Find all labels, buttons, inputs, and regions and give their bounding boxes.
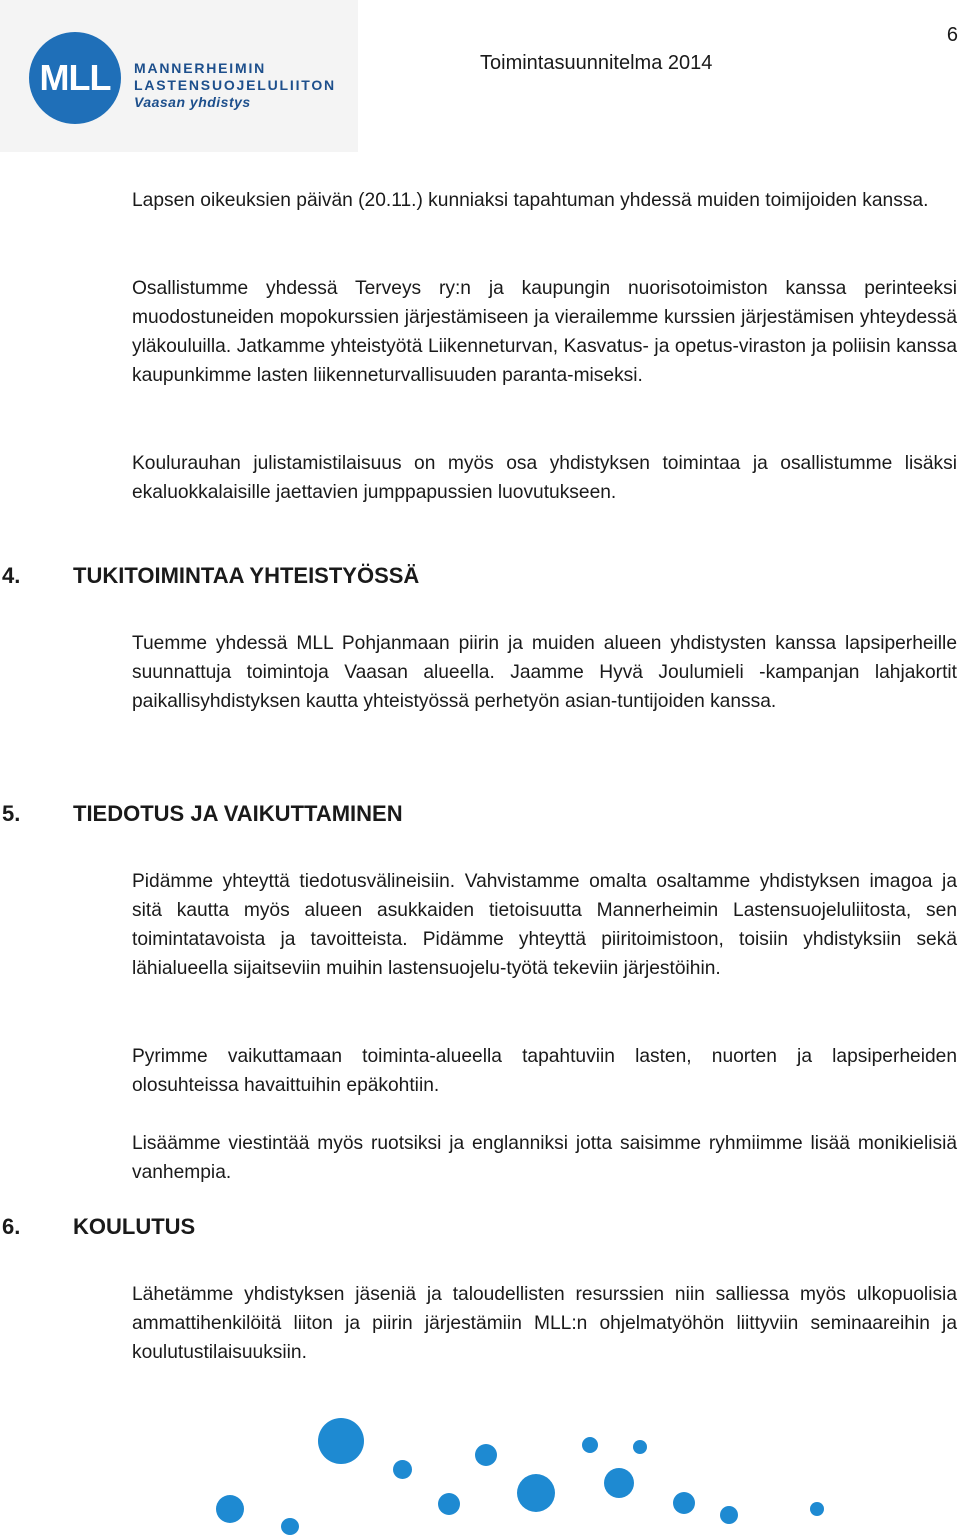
heading-section-4 <box>2 563 419 589</box>
logo-line-1: MANNERHEIMIN <box>134 60 267 76</box>
decorative-dot <box>582 1437 598 1453</box>
paragraph-support-cooperation: Tuemme yhdessä MLL Pohjanmaan piirin ja muiden alueen yhdistysten kanssa lapsiperheille suunnattuja toimintoja Vaasan alueella. Jaamme Hyvä Joulumieli -kampanjan lahjakortit paikallisyhdistyksen kautta yhteistyössä perhetyön asian-tuntijoiden kanssa. <box>132 633 957 712</box>
logo-line-3: Vaasan yhdistys <box>134 94 251 110</box>
decorative-dot <box>720 1506 738 1524</box>
heading-title: TIEDOTUS JA VAIKUTTAMINEN <box>73 801 403 826</box>
decorative-dot <box>216 1495 244 1523</box>
decorative-dot <box>318 1418 364 1464</box>
heading-title: KOULUTUS <box>73 1214 196 1239</box>
logo-line-2: LASTENSUOJELULIITON <box>134 77 336 93</box>
paragraph-training: Lähetämme yhdistyksen jäseniä ja taloudellisten resurssien niin salliessa myös ulkopuolisia ammattihenkilöitä liiton ja piirin järjestämiin MLL:n ohjelmatyöhön liittyviin seminaareihin ja koulutustilaisuuksiin. <box>132 1284 957 1363</box>
paragraph-moped-courses: Osallistumme yhdessä Terveys ry:n ja kaupungin nuorisotoimiston kanssa perinteeksi muodostuneiden mopokurssien järjestämiseen ja vierailemme kurssien järjestämisen yhteydessä yläkouluilla. Jatkamme yhteistyötä Liikenneturvan, Kasvatus- ja opetus-viraston ja poliisin kanssa kaupunkimme lasten liikenneturvallisuuden paranta-miseksi. <box>132 278 957 386</box>
paragraph-languages: Lisäämme viestintää myös ruotsiksi ja englanniksi jotta saisimme ryhmiimme lisää monikielisiä vanhempia. <box>132 1133 957 1183</box>
paragraph-influence: Pyrimme vaikuttamaan toiminta-alueella tapahtuviin lasten, nuorten ja lapsiperheiden olosuhteissa havaittuihin epäkohtiin. <box>132 1046 957 1096</box>
heading-section-6 <box>2 1214 195 1240</box>
heading-number: 6. <box>2 1214 21 1239</box>
document-title: Toimintasuunnitelma 2014 <box>480 52 713 74</box>
decorative-dot <box>475 1444 497 1466</box>
page-number: 6 <box>946 24 958 46</box>
mll-logo-mark: MLL <box>29 32 121 124</box>
decorative-dot <box>633 1440 647 1454</box>
heading-title: TUKITOIMINTAA YHTEISTYÖSSÄ <box>73 563 420 588</box>
decorative-dot <box>604 1468 634 1498</box>
paragraph-school-peace: Koulurauhan julistamistilaisuus on myös osa yhdistyksen toimintaa ja osallistumme lisäksi ekaluokkalaisille jaettavien jumppapussien luovutukseen. <box>132 453 957 503</box>
heading-number: 5. <box>2 801 21 826</box>
logo-wordmark <box>134 60 336 111</box>
heading-number: 4. <box>2 563 21 588</box>
paragraph-media-contacts: Pidämme yhteyttä tiedotusvälineisiin. Vahvistamme omalta osaltamme yhdistyksen imagoa ja sitä kautta myös alueen asukkaiden tietoisuutta Mannerheimin Lastensuojeluliitosta, sen toimintatavoista ja tavoitteista. Pidämme yhteyttä piiritoimistoon, toisiin yhdistyksiin sekä lähialueella sijaitseviin muihin lastensuojelu-työtä tekeviin järjestöihin. <box>132 871 957 979</box>
logo <box>0 0 358 152</box>
heading-section-5 <box>2 801 403 827</box>
decorative-dot <box>281 1518 299 1535</box>
paragraph-childrens-rights-day: Lapsen oikeuksien päivän (20.11.) kunniaksi tapahtuman yhdessä muiden toimijoiden kanssa. <box>132 190 929 211</box>
decorative-dot <box>393 1460 412 1479</box>
decorative-dot <box>517 1474 555 1512</box>
decorative-dot <box>438 1493 460 1515</box>
decorative-dot <box>810 1502 824 1516</box>
decorative-dot <box>673 1492 695 1514</box>
